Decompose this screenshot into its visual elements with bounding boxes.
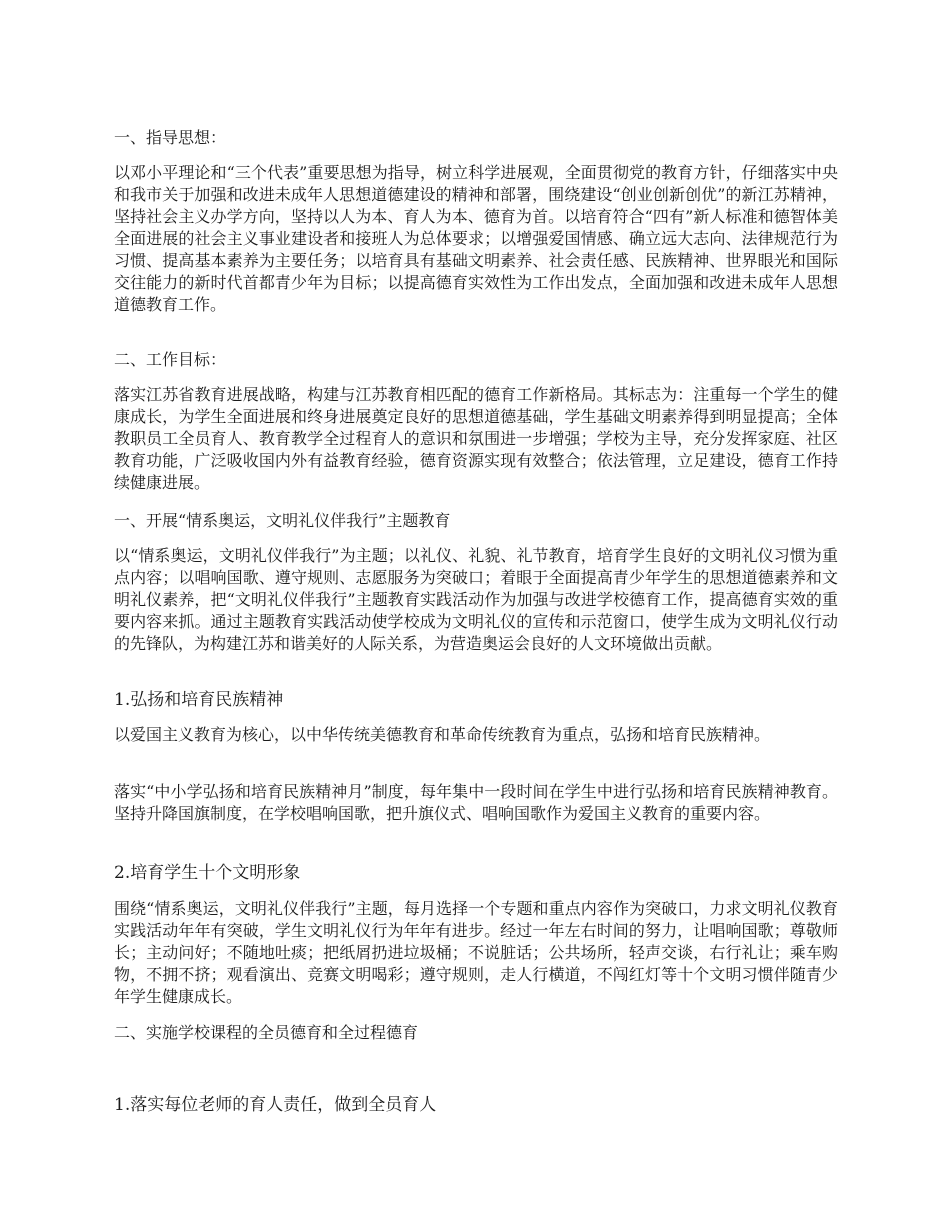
paragraph-ten-civilized-images: 围绕“情系奥运，文明礼仪伴我行”主题，每月选择一个专题和重点内容作为突破口，力求文明礼仪教育实践活动年年有突破，学生文明礼仪行为年年有进步。经过一年左右时间的努力，让唱响国歌；尊敬师长；主动问好；不随地吐痰；把纸屑扔进垃圾桶；不说脏话；公共场所，轻声交谈，右行礼让；乘车购物，不拥不挤；观看演出、竞赛文明喝彩；遵守规则，走人行横道，不闯红灯等十个文明习惯伴随青少年学生健康成长。 [114, 899, 838, 1006]
section-heading-theme-education: 一、开展“情系奥运，文明礼仪伴我行”主题教育 [114, 511, 451, 530]
subheading-ten-civilized-images: 2.培育学生十个文明形象 [114, 863, 301, 883]
paragraph-national-spirit-month: 落实“中小学弘扬和培育民族精神月”制度，每年集中一段时间在学生中进行弘扬和培育民族精神教育。坚持升降国旗制度，在学校唱响国歌，把升旗仪式、唱响国歌作为爱国主义教育的重要内容。 [114, 782, 838, 823]
section-heading-curriculum-moral-education: 二、实施学校课程的全员德育和全过程德育 [114, 1023, 419, 1042]
section-heading-work-goals: 二、工作目标： [114, 350, 227, 369]
paragraph-work-goals: 落实江苏省教育进展战略，构建与江苏教育相匹配的德育工作新格局。其标志为：注重每一个学生的健康成长，为学生全面进展和终身进展奠定良好的思想道德基础，学生基础文明素养得到明显提高；全体教职员工全员育人、教育教学全过程育人的意识和氛围进一步增强；学校为主导，充分发挥家庭、社区教育功能，广泛吸收国内外有益教育经验，德育资源实现有效整合；依法管理，立足建设，德育工作持续健康进展。 [114, 385, 838, 492]
paragraph-guiding-thought: 以邓小平理论和“三个代表”重要思想为指导，树立科学进展观，全面贯彻党的教育方针，仔细落实中央和我市关于加强和改进未成年人思想道德建设的精神和部署，围绕建设“创业创新创优”的新江苏精神，坚持社会主义办学方向，坚持以人为本、育人为本、德育为首。以培育符合“四有”新人标准和德智体美全面进展的社会主义事业建设者和接班人为总体要求；以增强爱国情感、确立远大志向、法律规范行为习惯、提高基本素养为主要任务；以培育具有基础文明素养、社会责任感、民族精神、世界眼光和国际交往能力的新时代首都青少年为目标；以提高德育实效性为工作出发点，全面加强和改进未成年人思想道德教育工作。 [114, 163, 838, 314]
paragraph-theme-education: 以“情系奥运，文明礼仪伴我行”为主题；以礼仪、礼貌、礼节教育，培育学生良好的文明礼仪习惯为重点内容；以唱响国歌、遵守规则、志愿服务为突破口；着眼于全面提高青少年学生的思想道德素养和文明礼仪素养，把“文明礼仪伴我行”主题教育实践活动作为加强与改进学校德育工作，提高德育实效的重要内容来抓。通过主题教育实践活动使学校成为文明礼仪的宣传和示范窗口，使学生成为文明礼仪行动的先锋队，为构建江苏和谐美好的人际关系，为营造奥运会良好的人文环境做出贡献。 [114, 546, 838, 653]
subheading-national-spirit: 1.弘扬和培育民族精神 [114, 690, 284, 710]
subheading-teacher-responsibility: 1.落实每位老师的育人责任，做到全员育人 [114, 1095, 437, 1115]
paragraph-patriotism: 以爱国主义教育为核心，以中华传统美德教育和革命传统教育为重点，弘扬和培育民族精神。 [114, 725, 771, 744]
section-heading-guiding-thought: 一、指导思想： [114, 128, 227, 147]
